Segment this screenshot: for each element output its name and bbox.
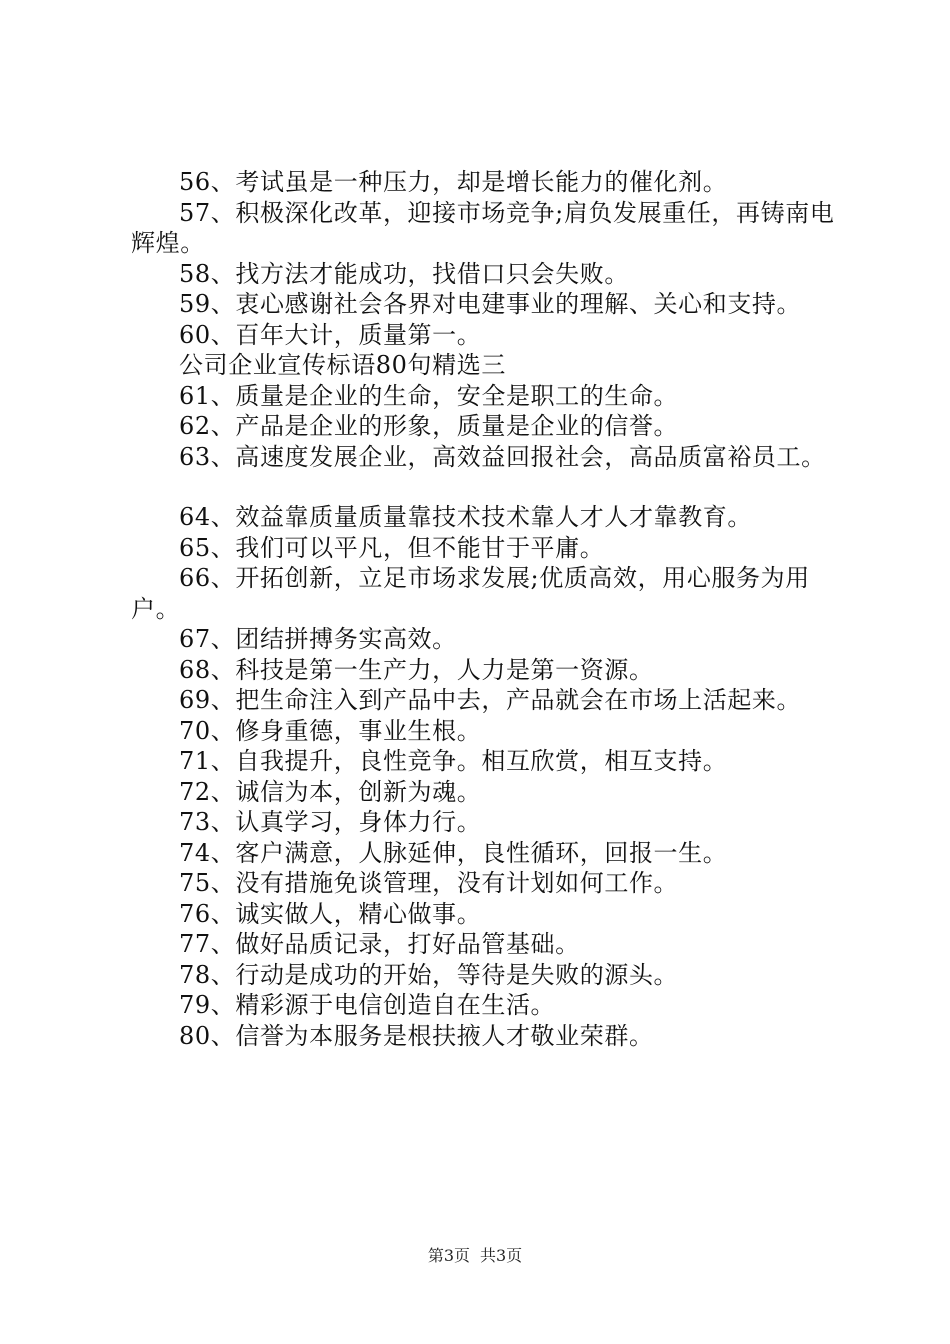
paragraph-67: 67、团结拼搏务实高效。	[179, 625, 457, 653]
paragraph-73: 73、认真学习，身体力行。	[179, 808, 482, 836]
paragraph-76: 76、诚实做人，精心做事。	[179, 899, 482, 928]
paragraph-68: 68、科技是第一生产力，人力是第一资源。	[179, 655, 654, 684]
paragraph-62: 62、产品是企业的形象，质量是企业的信誉。	[179, 412, 679, 440]
paragraph-71: 71、自我提升，良性竞争。相互欣赏，相互支持。	[179, 747, 728, 775]
paragraph-80: 80、信誉为本服务是根扶掖人才敬业荣群。	[179, 1021, 654, 1050]
page-number-total: 共3页	[480, 1246, 523, 1265]
document-body	[131, 167, 851, 1051]
paragraph-56: 56、考试虽是一种压力，却是增长能力的催化剂。	[179, 168, 728, 196]
paragraph-60: 60、百年大计，质量第一。	[179, 320, 482, 349]
paragraph-66: 66、开拓创新，立足市场求发展;优质高效，用心服务为用户。	[131, 564, 810, 623]
paragraph-79: 79、精彩源于电信创造自在生活。	[179, 991, 556, 1019]
page-footer	[0, 1243, 950, 1266]
paragraph-70: 70、修身重德，事业生根。	[179, 716, 482, 745]
paragraph-61: 61、质量是企业的生命，安全是职工的生命。	[179, 381, 679, 410]
paragraph-69: 69、把生命注入到产品中去，产品就会在市场上活起来。	[179, 686, 802, 714]
paragraph-58: 58、找方法才能成功，找借口只会失败。	[179, 259, 629, 288]
paragraph-64: 64、效益靠质量质量靠技术技术靠人才人才靠教育。	[179, 503, 752, 531]
section-heading: 公司企业宣传标语80句精选三	[179, 351, 506, 379]
paragraph-74: 74、客户满意，人脉延伸，良性循环，回报一生。	[179, 838, 728, 867]
paragraph-78: 78、行动是成功的开始，等待是失败的源头。	[179, 960, 679, 989]
paragraph-57: 57、积极深化改革，迎接市场竞争;肩负发展重任，再铸南电辉煌。	[131, 198, 835, 257]
paragraph-63: 63、高速度发展企业，高效益回报社会，高品质富裕员工。	[179, 442, 826, 471]
paragraph-77: 77、做好品质记录，打好品管基础。	[179, 930, 580, 958]
paragraph-65: 65、我们可以平凡，但不能甘于平庸。	[179, 533, 605, 562]
paragraph-59: 59、衷心感谢社会各界对电建事业的理解、关心和支持。	[179, 290, 802, 318]
paragraph-75: 75、没有措施免谈管理，没有计划如何工作。	[179, 869, 679, 897]
page-number-current: 第3页	[427, 1246, 470, 1265]
paragraph-72: 72、诚信为本，创新为魂。	[179, 777, 482, 806]
